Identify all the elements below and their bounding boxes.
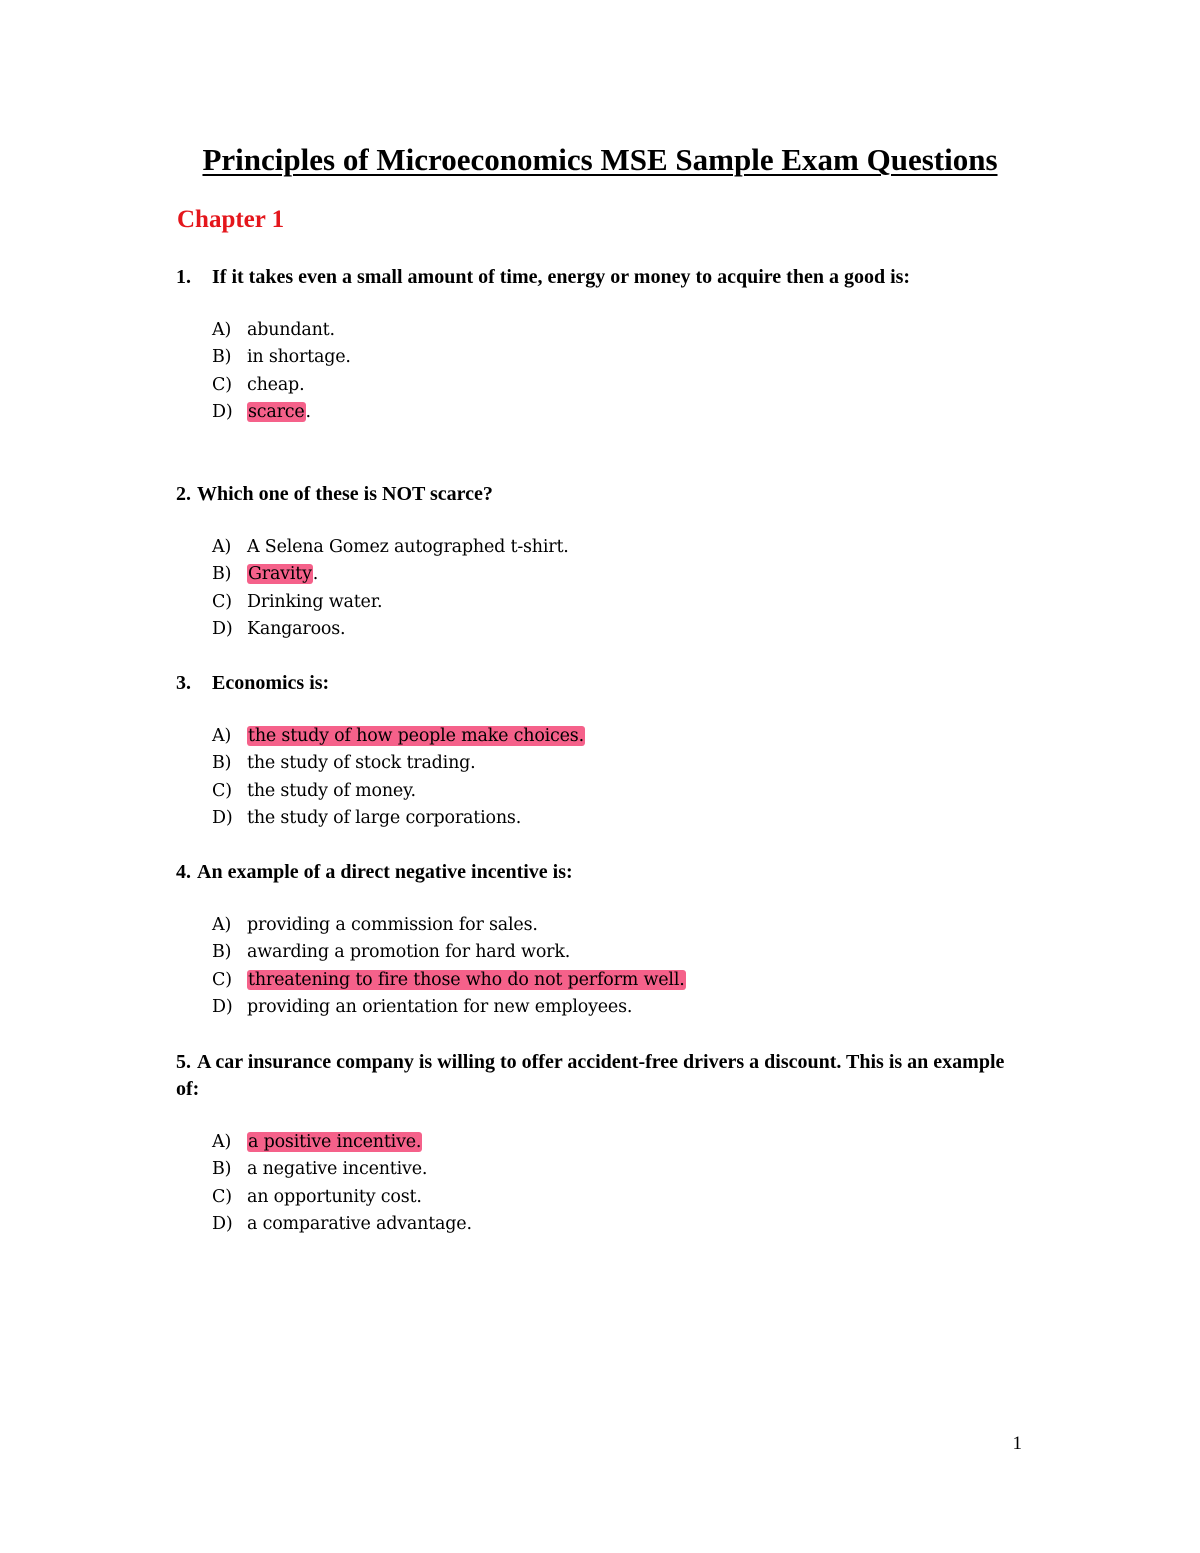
answer-option <box>212 994 1026 1021</box>
question-stem <box>176 859 1026 886</box>
option-letter: D) <box>212 807 233 828</box>
option-punctuation: . <box>345 347 351 368</box>
option-punctuation: . <box>305 401 311 422</box>
answer-option <box>212 1211 1026 1238</box>
answer-option <box>212 534 1026 561</box>
option-text: Drinking water <box>247 591 377 612</box>
answer-options <box>212 317 1026 426</box>
option-punctuation: . <box>340 618 346 639</box>
option-letter: B) <box>212 753 232 774</box>
question-1 <box>176 264 1026 426</box>
page-number: 1 <box>1012 1433 1022 1454</box>
question-3 <box>176 670 1026 832</box>
question-number: 1. <box>176 266 191 288</box>
answer-option <box>212 344 1026 371</box>
option-text: A Selena Gomez autographed t-shirt <box>247 537 564 557</box>
answer-option <box>212 912 1026 939</box>
answer-option <box>212 778 1026 805</box>
option-letter: A) <box>212 915 232 935</box>
option-text: an opportunity cost <box>247 1186 417 1207</box>
answer-option-correct <box>212 561 1026 588</box>
option-letter: B) <box>212 1159 232 1180</box>
answer-option <box>212 750 1026 777</box>
answer-option-correct <box>212 1129 1026 1156</box>
question-text: If it takes even a small amount of time, energy or money to acquire then a good is: <box>212 266 911 288</box>
option-punctuation: . <box>410 780 416 801</box>
question-stem <box>176 670 1026 697</box>
answer-options <box>212 1129 1026 1238</box>
option-text: awarding a promotion for hard work <box>247 942 565 963</box>
question-stem <box>176 264 1026 291</box>
answer-option <box>212 1156 1026 1183</box>
answer-option <box>212 1184 1026 1211</box>
answer-options <box>212 534 1026 643</box>
option-letter: C) <box>212 374 232 395</box>
option-letter: D) <box>212 401 233 422</box>
option-letter: A) <box>212 726 232 746</box>
answer-option <box>212 589 1026 616</box>
chapter-heading: Chapter 1 <box>177 206 285 233</box>
answer-option-correct <box>212 723 1026 750</box>
question-number: 5. <box>176 1051 191 1073</box>
answer-option <box>212 805 1026 832</box>
option-letter: B) <box>212 347 232 368</box>
option-text: providing an orientation for new employees <box>247 996 627 1017</box>
highlighted-answer: scarce <box>248 401 305 422</box>
option-text: the study of money <box>247 780 411 801</box>
question-text: Which one of these is NOT scarce? <box>197 483 493 505</box>
option-punctuation: . <box>563 537 569 557</box>
question-2 <box>176 481 1026 643</box>
option-letter: A) <box>212 1132 232 1152</box>
option-text: a negative incentive <box>247 1159 422 1180</box>
option-punctuation: . <box>376 591 383 612</box>
option-text: in shortage <box>247 347 346 368</box>
answer-option-correct <box>212 399 1026 426</box>
question-text: Economics is: <box>212 672 330 694</box>
answer-options <box>212 912 1026 1021</box>
option-letter: C) <box>212 591 232 612</box>
answer-option <box>212 372 1026 399</box>
highlighted-answer: Gravity <box>248 564 312 585</box>
answer-option <box>212 616 1026 643</box>
question-number: 3. <box>176 672 191 694</box>
option-text: Kangaroos <box>247 618 341 639</box>
option-letter: D) <box>212 1213 233 1234</box>
option-punctuation: . <box>312 564 319 585</box>
option-letter: D) <box>212 618 233 639</box>
question-text: A car insurance company is willing to offer accident-free drivers a discount. This is an example of: <box>176 1051 1005 1100</box>
answer-option <box>212 939 1026 966</box>
option-text: the study of large corporations <box>247 807 516 828</box>
option-punctuation: . <box>515 807 522 828</box>
option-punctuation: . <box>564 942 571 963</box>
option-letter: A) <box>212 320 232 340</box>
option-punctuation: . <box>626 996 633 1017</box>
option-letter: C) <box>212 969 232 990</box>
question-text: An example of a direct negative incentive is: <box>197 861 573 883</box>
option-punctuation: . <box>416 1186 422 1207</box>
option-text: cheap <box>247 374 300 395</box>
question-stem <box>176 1049 1026 1103</box>
option-letter: D) <box>212 996 233 1017</box>
option-letter: C) <box>212 780 232 801</box>
option-text: providing a commission for sales <box>247 915 533 935</box>
option-punctuation: . <box>421 1159 428 1180</box>
document-title: Principles of Microeconomics MSE Sample Exam Questions <box>202 142 998 177</box>
option-punctuation: . <box>466 1213 472 1234</box>
highlighted-answer: a positive incentive. <box>248 1132 422 1152</box>
question-number: 4. <box>176 861 191 883</box>
option-punctuation: . <box>532 915 538 935</box>
option-text: a comparative advantage <box>247 1213 467 1234</box>
option-letter: A) <box>212 537 232 557</box>
option-text: the study of stock trading <box>247 753 471 774</box>
option-punctuation: . <box>329 320 335 340</box>
question-stem <box>176 481 1026 508</box>
option-punctuation: . <box>470 753 476 774</box>
option-letter: B) <box>212 564 232 585</box>
question-4 <box>176 859 1026 1021</box>
option-text: abundant <box>247 320 330 340</box>
option-letter: B) <box>212 942 232 963</box>
option-punctuation: . <box>299 374 305 395</box>
question-5 <box>176 1049 1026 1238</box>
highlighted-answer: the study of how people make choices. <box>248 726 584 746</box>
answer-options <box>212 723 1026 832</box>
question-number: 2. <box>176 483 191 505</box>
answer-option-correct <box>212 967 1026 994</box>
option-letter: C) <box>212 1186 232 1207</box>
highlighted-answer: threatening to fire those who do not perform well. <box>248 969 685 990</box>
answer-option <box>212 317 1026 344</box>
